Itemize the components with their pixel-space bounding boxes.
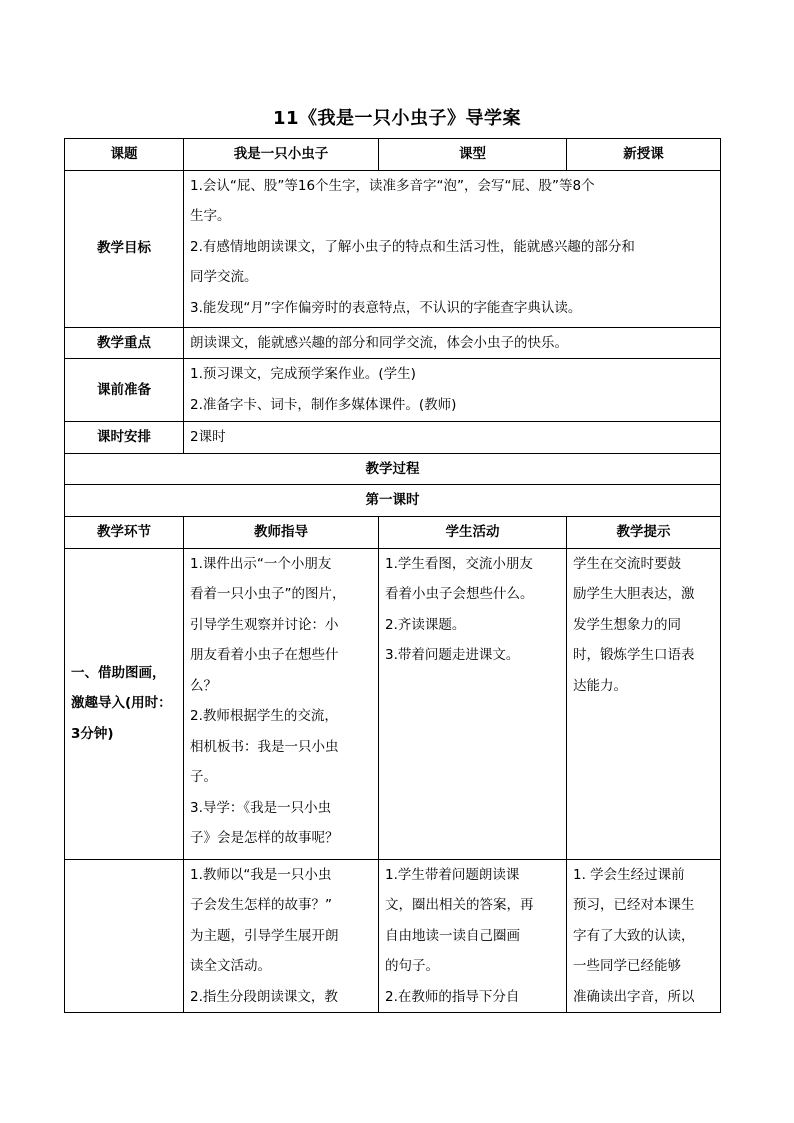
teacher-line: 子》会是怎样的故事呢？ (190, 830, 339, 846)
teacher-line: 读全文活动。 (190, 958, 271, 974)
first-lesson-heading: 第一课时 (65, 485, 721, 517)
section-teacher (184, 859, 379, 1012)
first-lesson-row (65, 485, 721, 517)
teacher-line: 朋友看着小虫子在想些什 (190, 647, 339, 663)
process-heading-row (65, 453, 721, 485)
type-value: 新授课 (567, 139, 721, 171)
process-heading: 教学过程 (65, 453, 721, 485)
schedule-row (65, 422, 721, 454)
column-teacher: 教师指导 (184, 516, 379, 548)
student-line: 2.在教师的指导下分自 (385, 988, 520, 1005)
teacher-line: 子。 (190, 769, 217, 785)
teacher-line: 3.导学：《我是一只小虫 (190, 799, 332, 816)
goals-line: 生字。 (190, 208, 231, 224)
student-line: 1.学生带着问题朗读课 (385, 866, 520, 883)
section-step (65, 548, 184, 859)
tips-line: 学生在交流时要鼓 (573, 555, 681, 572)
step-line: 3分钟) (71, 725, 114, 742)
column-student: 学生活动 (379, 516, 567, 548)
teacher-line: 引导学生观察并讨论：小 (190, 616, 339, 633)
goals-line: 1.会认“屁、股”等16个生字，读准多音字“泡”，会写“屁、股”等8个 (190, 177, 595, 194)
goals-row (65, 170, 721, 327)
tips-line: 准确读出字音，所以 (573, 988, 695, 1005)
student-line: 看着小虫子会想些什么。 (385, 586, 534, 602)
goals-line: 3.能发现“月”字作偏旁时的表意特点，不认识的字能查字典认读。 (190, 299, 582, 316)
tips-line: 一些同学已经能够 (573, 958, 681, 974)
goals-line: 同学交流。 (190, 269, 258, 285)
teacher-line: 2.教师根据学生的交流， (190, 708, 338, 724)
step-line: 激趣导入(用时： (71, 695, 172, 712)
section-student (379, 859, 567, 1012)
tips-line: 时，锻炼学生口语表 (573, 647, 695, 663)
key-points-row (65, 327, 721, 359)
schedule-label: 课时安排 (65, 422, 184, 454)
topic-label: 课题 (65, 139, 184, 171)
section-teacher (184, 548, 379, 859)
teacher-line: 子会发生怎样的故事？” (190, 897, 332, 913)
tips-line: 达能力。 (573, 677, 627, 694)
key-points-label: 教学重点 (65, 327, 184, 359)
document-title: 11《我是一只小虫子》导学案 (272, 108, 522, 129)
teacher-line: 看着一只小虫子”的图片， (190, 586, 346, 602)
teacher-line: 么？ (190, 677, 217, 694)
tips-line: 预习，已经对本课生 (573, 897, 695, 913)
student-line: 自由地读一读自己圈画 (385, 927, 520, 944)
teacher-line: 为主题，引导学生展开朗 (190, 927, 339, 944)
tips-line: 发学生想象力的同 (573, 616, 681, 633)
section-row (65, 859, 721, 1012)
step-line: 一、借助图画， (71, 664, 166, 681)
tips-line: 1. 学会生经过课前 (573, 866, 685, 883)
column-step: 教学环节 (65, 516, 184, 548)
schedule-value: 2课时 (184, 422, 721, 454)
section-tips (567, 859, 721, 1012)
teacher-line: 2.指生分段朗读课文，教 (190, 988, 338, 1005)
section-step (65, 859, 184, 1012)
student-line: 3.带着问题走进课文。 (385, 647, 520, 663)
key-points-text: 朗读课文，能就感兴趣的部分和同学交流，体会小虫子的快乐。 (184, 327, 721, 359)
section-student (379, 548, 567, 859)
lesson-plan-table (64, 138, 721, 1013)
teacher-line: 1.课件出示“一个小朋友 (190, 555, 332, 572)
student-line: 文，圈出相关的答案，再 (385, 897, 534, 913)
teacher-line: 相机板书：我是一只小虫 (190, 738, 339, 755)
goals-line: 2.有感情地朗读课文，了解小虫子的特点和生活习性，能就感兴趣的部分和 (190, 238, 635, 255)
topic-row (65, 139, 721, 171)
tips-line: 字有了大致的认读， (573, 927, 695, 944)
goals-content (184, 170, 721, 327)
preparation-line: 2.准备字卡、词卡，制作多媒体课件。(教师) (190, 396, 457, 413)
section-row (65, 548, 721, 859)
preparation-row (65, 359, 721, 422)
student-line: 2.齐读课题。 (385, 616, 466, 633)
student-line: 1.学生看图，交流小朋友 (385, 555, 533, 572)
type-label: 课型 (379, 139, 567, 171)
tips-line: 励学生大胆表达，激 (573, 586, 695, 602)
column-tips: 教学提示 (567, 516, 721, 548)
teacher-line: 1.教师以“我是一只小虫 (190, 866, 332, 883)
preparation-content (184, 359, 721, 422)
preparation-label: 课前准备 (65, 359, 184, 422)
student-line: 的句子。 (385, 958, 439, 974)
column-header-row (65, 516, 721, 548)
section-tips (567, 548, 721, 859)
preparation-line: 1.预习课文，完成预学案作业。(学生) (190, 366, 416, 382)
topic-value: 我是一只小虫子 (184, 139, 379, 171)
goals-label: 教学目标 (65, 170, 184, 327)
